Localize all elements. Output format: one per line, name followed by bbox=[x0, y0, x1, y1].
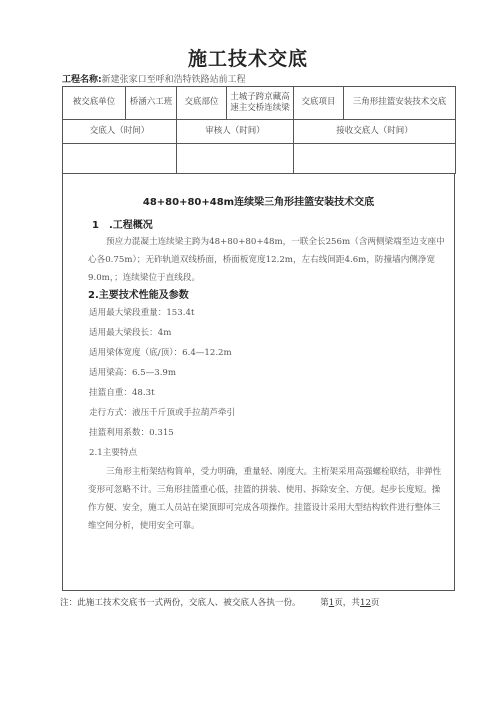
sub-text bbox=[88, 463, 448, 535]
page-number: 1 bbox=[328, 598, 335, 608]
document-title: 施工技术交底 bbox=[187, 48, 308, 70]
reviewer-header: 审核人（时间） bbox=[177, 120, 294, 144]
spec-length: 适用最大梁段长：4m bbox=[89, 328, 172, 338]
signature-row bbox=[63, 144, 456, 174]
content-title: 48+80+80+48m连续梁三角形挂篮安装技术交底 bbox=[142, 197, 375, 208]
reviewer-signature bbox=[177, 144, 294, 174]
section1-paragraph: 预应力混凝土连续梁主跨为48+80+80+48m，一联全长256m（含两侧梁端至边支座中心各0.75m）；无砟轨道双线桥面，桥面板宽度12.2m，左右线间距4.6m，防撞墙内侧净宽9.0m，；连续梁位于直线段。 bbox=[88, 237, 445, 283]
dept-label: 交底部位 bbox=[177, 87, 227, 120]
dept-value: 土城子跨京藏高速主交桥连续梁 bbox=[227, 87, 294, 120]
section1-heading: 1 .工程概况 bbox=[92, 220, 153, 231]
receiver-header: 接收交底人（时间） bbox=[294, 120, 456, 144]
handover-person-signature bbox=[63, 144, 177, 174]
info-row-2 bbox=[63, 120, 456, 144]
footer-note: 注：此施工技术交底书一式两份，交底人、被交底人各执一份。 bbox=[60, 598, 301, 608]
page-total: 12 bbox=[359, 598, 371, 608]
project-name: 新建张家口至呼和浩特铁路站前工程 bbox=[101, 75, 246, 85]
sub-paragraph: 三角形主桁架结构简单，受力明确，重量轻、刚度大。主桁架采用高强螺栓联结，非弹性变形可忽略不计。三角形挂篮重心低，挂篮的拼装、使用、拆除安全、方便。起步长度短。操作方便、安全，施工人员站在梁顶即可完成各项操作。挂篮设计采用大型结构软件进行整体三维空间分析，使用安全可靠。 bbox=[88, 467, 442, 531]
page-prefix: 第 bbox=[320, 598, 329, 608]
spec-height: 适用梁高：6.5—3.9m bbox=[89, 368, 177, 378]
section1-text bbox=[88, 233, 448, 287]
handover-person-header: 交底人（时间） bbox=[63, 120, 177, 144]
project-line bbox=[62, 72, 246, 85]
item-label: 交底项目 bbox=[294, 87, 344, 120]
project-label: 工程名称: bbox=[62, 75, 102, 85]
info-row-1 bbox=[63, 87, 456, 120]
footer bbox=[60, 596, 456, 608]
unit-value: 桥涵六工班 bbox=[126, 87, 177, 120]
info-table bbox=[62, 86, 456, 174]
section2-heading: 2.主要技术性能及参数 bbox=[88, 290, 189, 301]
sub-heading: 2.1主要特点 bbox=[89, 448, 138, 458]
item-value: 三角形挂篮安装技术交底 bbox=[344, 87, 456, 120]
unit-label: 被交底单位 bbox=[63, 87, 126, 120]
receiver-signature bbox=[294, 144, 456, 174]
page-suffix: 页 bbox=[370, 598, 380, 608]
spec-width: 适用梁体宽度（底/顶）：6.4—12.2m bbox=[89, 348, 232, 358]
spec-travel: 走行方式：液压千斤顶或手拉葫芦牵引 bbox=[89, 408, 236, 418]
spec-self-weight: 挂篮自重：48.3t bbox=[89, 388, 155, 398]
spec-weight: 适用最大梁段重量：153.4t bbox=[89, 308, 195, 318]
page-mid: 页，共 bbox=[334, 598, 360, 608]
spec-utilization: 挂篮利用系数：0.315 bbox=[89, 428, 174, 438]
